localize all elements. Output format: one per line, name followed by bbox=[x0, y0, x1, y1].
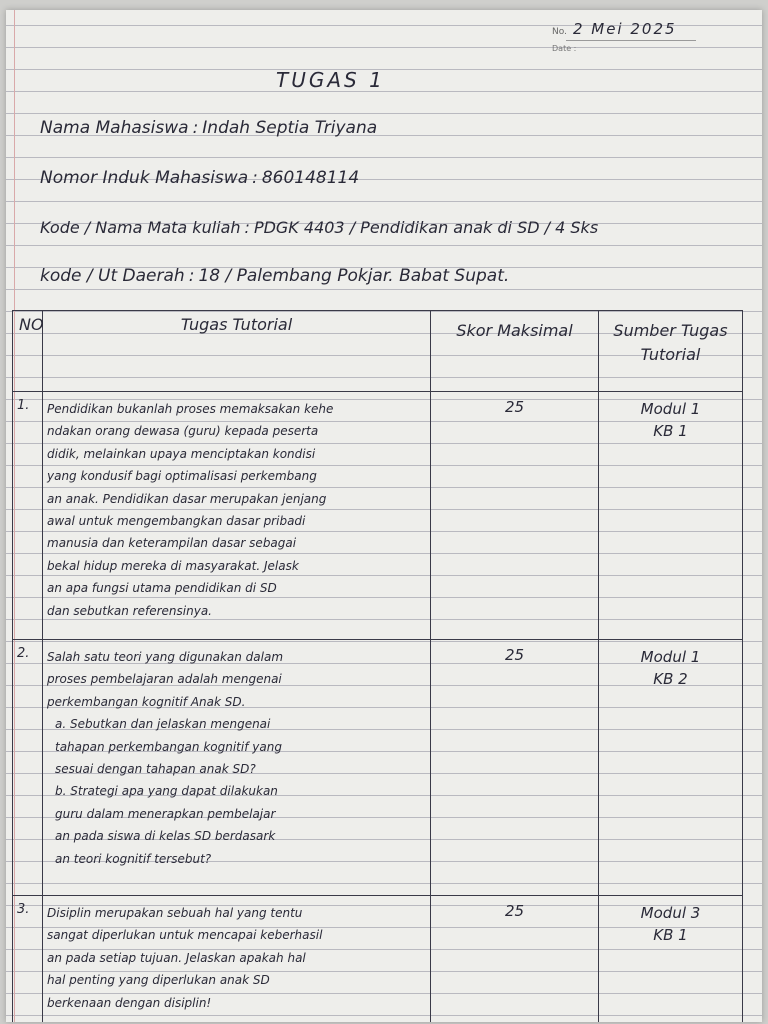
source-module: Modul 1 bbox=[640, 648, 701, 666]
row-number: 2. bbox=[13, 640, 43, 896]
table-row bbox=[13, 392, 743, 640]
task-line: a. Sebutkan dan jelaskan mengenai bbox=[55, 717, 271, 732]
source-cell bbox=[599, 640, 743, 896]
task-line: sesuai dengan tahapan anak SD? bbox=[55, 762, 256, 777]
date-label: Date : bbox=[552, 44, 577, 53]
task-line: Salah satu teori yang digunakan dalam bbox=[47, 650, 284, 664]
source-kb: KB 1 bbox=[653, 422, 688, 440]
task-line: sangat diperlukan untuk mencapai keberhasil bbox=[47, 928, 323, 943]
task-text bbox=[43, 640, 431, 896]
task-line: Disiplin merupakan sebuah hal yang tentu bbox=[47, 906, 303, 920]
table-header-row bbox=[13, 311, 743, 392]
subquestion-a bbox=[47, 713, 426, 780]
info-label: Kode / Nama Mata kuliah bbox=[40, 218, 241, 237]
task-line: perkembangan kognitif Anak SD. bbox=[47, 694, 246, 709]
task-line: hal penting yang diperlukan anak SD bbox=[47, 973, 270, 988]
task-line: didik, melainkan upaya menciptakan kondisi bbox=[47, 446, 316, 461]
subquestion-b bbox=[47, 780, 426, 870]
info-value: Indah Septia Triyana bbox=[202, 118, 378, 138]
task-line: berkenaan dengan disiplin! bbox=[47, 995, 212, 1010]
page-title: TUGAS 1 bbox=[276, 68, 385, 92]
source-module: Modul 3 bbox=[640, 904, 701, 922]
info-label: kode / Ut Daerah bbox=[40, 266, 185, 286]
task-line: awal untuk mengembangkan dasar pribadi bbox=[47, 514, 306, 529]
task-text bbox=[43, 392, 431, 640]
table-row bbox=[13, 896, 743, 1023]
task-line: guru dalam menerapkan pembelajar bbox=[55, 806, 276, 821]
info-value: 860148114 bbox=[261, 168, 360, 188]
max-score: 25 bbox=[431, 640, 599, 896]
header-score: Skor Maksimal bbox=[431, 311, 599, 392]
tutorial-table bbox=[12, 310, 743, 1022]
date-value: 2 Mei 2025 bbox=[572, 20, 677, 38]
info-line-student-id: Nomor Induk Mahasiswa : 860148114 bbox=[40, 168, 360, 188]
info-value: PDGK 4403 / Pendidikan anak di SD / 4 Sks bbox=[253, 218, 599, 237]
info-label: Nomor Induk Mahasiswa bbox=[40, 168, 249, 188]
table-row bbox=[13, 640, 743, 896]
task-line: Pendidikan bukanlah proses memaksakan kehe bbox=[47, 402, 334, 416]
source-module: Modul 1 bbox=[640, 400, 701, 418]
source-cell bbox=[599, 392, 743, 640]
info-value: 18 / Palembang Pokjar. Babat Supat. bbox=[198, 266, 510, 286]
row-number: 1. bbox=[13, 392, 43, 640]
task-line: proses pembelajaran adalah mengenai bbox=[47, 672, 282, 687]
task-line: an anak. Pendidikan dasar merupakan jenjang bbox=[47, 491, 327, 506]
max-score: 25 bbox=[431, 896, 599, 1023]
task-line: an pada setiap tujuan. Jelaskan apakah hal bbox=[47, 950, 306, 965]
date-prefix: No. bbox=[552, 27, 567, 37]
info-line-course: Kode / Nama Mata kuliah : PDGK 4403 / Pendidikan anak di SD / 4 Sks bbox=[40, 218, 599, 237]
task-line: an pada siswa di kelas SD berdasark bbox=[55, 829, 276, 844]
task-line: b. Strategi apa yang dapat dilakukan bbox=[55, 784, 278, 799]
date-header bbox=[552, 20, 677, 38]
max-score: 25 bbox=[431, 392, 599, 640]
header-task: Tugas Tutorial bbox=[43, 311, 431, 392]
header-no: NO bbox=[13, 311, 43, 392]
info-line-region: kode / Ut Daerah : 18 / Palembang Pokjar. Babat Supat. bbox=[40, 266, 510, 286]
notebook-page bbox=[6, 10, 762, 1022]
task-line: an apa fungsi utama pendidikan di SD bbox=[47, 581, 277, 596]
header-source: Sumber Tugas Tutorial bbox=[599, 311, 743, 392]
task-line: bekal hidup mereka di masyarakat. Jelask bbox=[47, 558, 299, 573]
task-line: an teori kognitif tersebut? bbox=[55, 851, 212, 866]
row-number: 3. bbox=[13, 896, 43, 1023]
source-kb: KB 1 bbox=[653, 926, 688, 944]
task-line: yang kondusif bagi optimalisasi perkembang bbox=[47, 469, 317, 484]
info-line-student-name: Nama Mahasiswa : Indah Septia Triyana bbox=[40, 118, 378, 138]
task-line: dan sebutkan referensinya. bbox=[47, 603, 212, 618]
source-cell bbox=[599, 896, 743, 1023]
task-line: tahapan perkembangan kognitif yang bbox=[55, 739, 282, 754]
info-label: Nama Mahasiswa bbox=[40, 118, 189, 138]
task-line: manusia dan keterampilan dasar sebagai bbox=[47, 536, 297, 551]
date-underline bbox=[566, 40, 696, 41]
task-text bbox=[43, 896, 431, 1023]
source-kb: KB 2 bbox=[653, 670, 688, 688]
task-line: ndakan orang dewasa (guru) kepada peserta bbox=[47, 424, 319, 439]
